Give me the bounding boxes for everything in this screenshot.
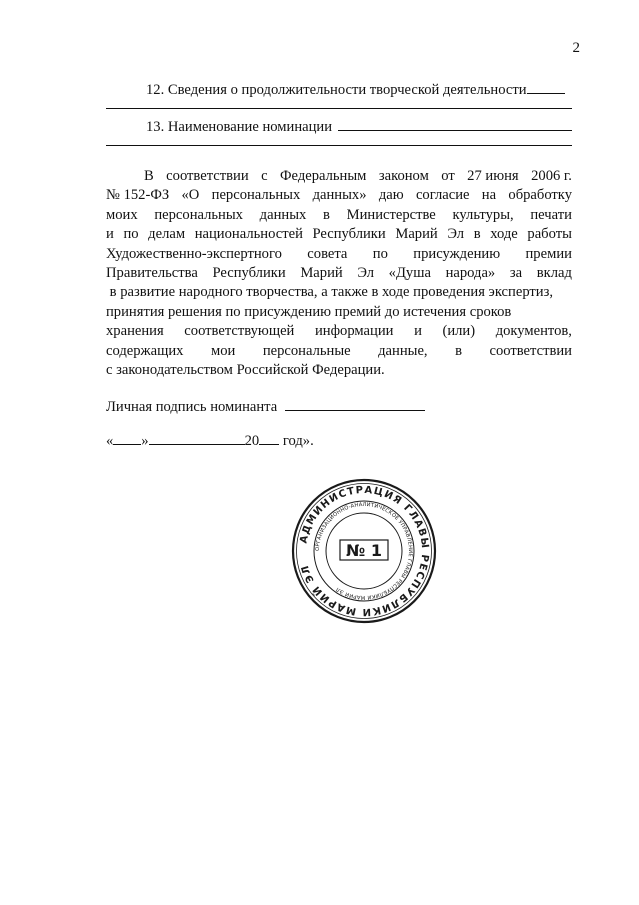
consent-word: обработку	[508, 187, 572, 204]
date-close-quote: »	[141, 433, 149, 449]
consent-word: Художественно-экспертного	[106, 245, 282, 262]
consent-word: 27 июня	[467, 168, 519, 184]
consent-word: ходе	[490, 226, 518, 243]
consent-word: соответствующей	[184, 323, 295, 340]
consent-word: в	[473, 226, 481, 243]
consent-word: и	[106, 226, 114, 243]
consent-word: Правительства	[106, 264, 198, 281]
year-fill-line	[259, 430, 279, 445]
item-12-label: 12. Сведения о продолжительности творческой деятельности	[146, 82, 527, 98]
consent-word: персональных	[154, 206, 243, 223]
consent-word: по	[372, 245, 388, 262]
seal-number: № 1	[346, 541, 382, 560]
consent-word: Федеральным	[280, 168, 367, 184]
consent-word: соответствии	[489, 342, 572, 359]
consent-word: данных	[259, 206, 307, 223]
month-fill-line	[149, 430, 245, 445]
consent-word: премии	[525, 245, 572, 262]
consent-word: совета	[307, 245, 348, 262]
consent-word: Республики	[212, 264, 286, 281]
consent-word: персональных	[211, 187, 301, 204]
consent-word: 2006 г.	[531, 168, 572, 184]
consent-word: Эл	[357, 264, 375, 281]
signature-fill-line	[285, 396, 425, 411]
consent-word: Министерстве	[346, 206, 436, 223]
consent-word: культуры,	[452, 206, 514, 223]
consent-word: хранения	[106, 323, 164, 340]
official-seal	[291, 478, 437, 624]
consent-word: соответствии	[166, 168, 249, 184]
consent-word: народа»	[445, 264, 496, 281]
consent-word: моих	[106, 206, 138, 223]
consent-word: даю	[378, 187, 404, 204]
consent-line	[106, 245, 572, 264]
consent-line	[106, 206, 572, 225]
consent-word: принятия решения по присуждению премий до истечения сроков	[106, 303, 512, 320]
consent-word: Республики	[312, 226, 386, 243]
seal-outer-text: АДМИНИСТРАЦИЯ ГЛАВЫ РЕСПУБЛИКИ МАРИЙ ЭЛ	[298, 484, 431, 618]
consent-word: согласие	[415, 187, 470, 204]
item-12-continuation-line	[106, 108, 572, 109]
page-number: 2	[572, 40, 580, 56]
consent-word: Эл	[447, 226, 465, 243]
consent-word: на	[481, 187, 497, 204]
consent-word: по	[123, 226, 139, 243]
consent-word: национальностей	[194, 226, 303, 243]
consent-word: мои	[210, 342, 236, 359]
consent-word: в	[455, 342, 462, 359]
consent-word: присуждению	[413, 245, 501, 262]
consent-word: от	[441, 168, 455, 184]
consent-word: документов,	[495, 323, 572, 340]
item-13-continuation-line	[106, 145, 572, 146]
year-prefix: 20	[244, 433, 260, 449]
consent-line	[106, 186, 572, 205]
consent-line	[106, 303, 572, 322]
seal-inner-text: ОРГАНИЗАЦИОННО-АНАЛИТИЧЕСКОЕ УПРАВЛЕНИЕ ГЛАВЫ РЕСПУБЛИКИ МАРИЙ ЭЛ	[314, 501, 414, 601]
consent-word: вклад	[536, 264, 572, 281]
consent-word: делам	[148, 226, 186, 243]
consent-word: информации	[314, 323, 394, 340]
consent-line	[106, 225, 572, 244]
consent-word: данных»	[312, 187, 367, 204]
consent-word: и	[414, 323, 422, 340]
consent-word: работы	[527, 226, 572, 243]
consent-word: печати	[530, 206, 572, 223]
consent-word: в	[323, 206, 330, 223]
consent-word: «Душа	[388, 264, 431, 281]
consent-line	[106, 167, 572, 186]
signature-label: Личная подпись номинанта	[106, 399, 278, 415]
consent-word: Марий	[395, 226, 438, 243]
consent-line	[106, 264, 572, 283]
year-suffix: год».	[282, 433, 314, 449]
consent-word: за	[509, 264, 523, 281]
consent-paragraph	[106, 167, 572, 380]
item-12-row	[106, 79, 570, 97]
item-12-fill-line	[527, 79, 565, 94]
day-fill-line	[113, 430, 141, 445]
consent-word: В	[144, 168, 154, 184]
consent-word: с законодательством Российской Федерации.	[106, 361, 385, 378]
consent-word: с	[261, 168, 268, 184]
consent-word: Марий	[300, 264, 343, 281]
consent-line	[106, 342, 572, 361]
item-13-label: 13. Наименование номинации	[146, 119, 333, 135]
consent-line	[106, 283, 572, 302]
date-row	[106, 430, 314, 450]
consent-line	[106, 361, 572, 380]
signature-row	[106, 396, 425, 416]
item-13-fill-line	[338, 116, 572, 131]
consent-line	[106, 322, 572, 341]
item-13-row	[106, 116, 570, 134]
consent-word: содержащих	[106, 342, 184, 359]
consent-word: данные,	[378, 342, 428, 359]
consent-word: законом	[378, 168, 429, 184]
consent-word: «О	[181, 187, 200, 204]
consent-word: (или)	[442, 323, 476, 340]
consent-word: в развитие народного творчества, а также в ходе проведения экспертиз,	[106, 284, 554, 301]
consent-word: № 152-ФЗ	[106, 187, 170, 204]
consent-word: персональные	[262, 342, 351, 359]
date-open-quote: «	[106, 433, 114, 449]
